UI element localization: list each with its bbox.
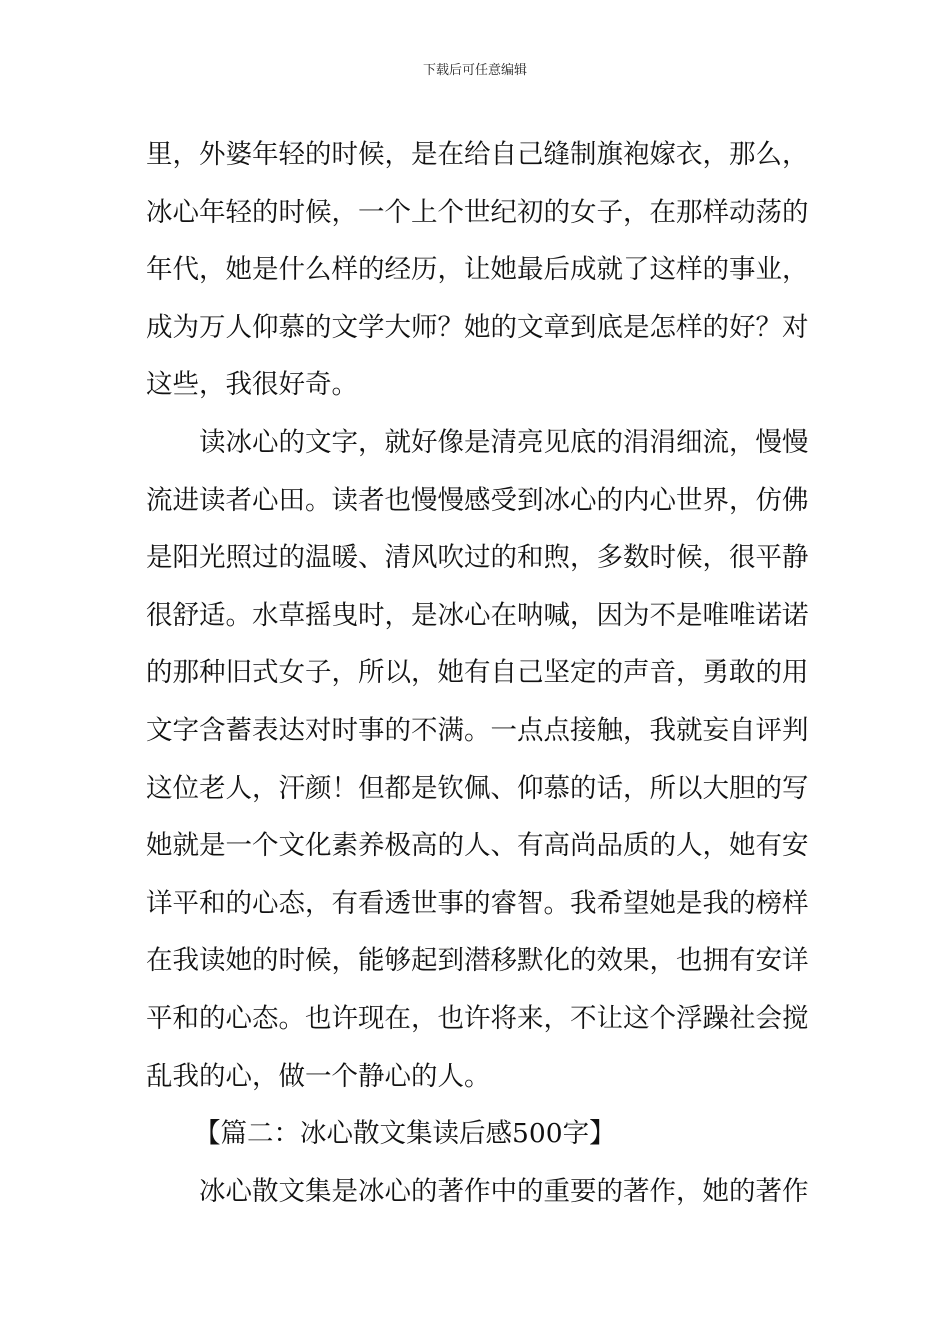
text-line: 冰心年轻的时候，一个上个世纪初的女子，在那样动荡的: [146, 196, 808, 228]
text-line: 里，外婆年轻的时候，是在给自己缝制旗袍嫁衣，那么，: [146, 139, 808, 170]
text-line: 冰心散文集是冰心的著作中的重要的著作，她的著作: [199, 1175, 808, 1207]
text-line: 成为万人仰慕的文学大师？她的文章到底是怎样的好？对: [146, 311, 808, 343]
text-line: 流进读者心田。读者也慢慢感受到冰心的内心世界，仿佛: [146, 484, 808, 516]
text-line: 在我读她的时候，能够起到潜移默化的效果，也拥有安详: [146, 945, 808, 977]
text-line: 很舒适。水草摇曳时，是冰心在呐喊，因为不是唯唯诺诺: [146, 599, 808, 631]
document-body: [146, 126, 808, 1220]
text-line: 的那种旧式女子，所以，她有自己坚定的声音，勇敢的用: [146, 657, 808, 689]
page-header: 下载后可任意编辑: [422, 63, 527, 78]
text-line: 她就是一个文化素养极高的人、有高尚品质的人，她有安: [146, 830, 808, 862]
text-line: 读冰心的文字，就好像是清亮见底的涓涓细流，慢慢: [199, 426, 808, 458]
text-line: 这些，我很好奇。: [146, 369, 358, 401]
text-line: 这位老人，汗颜！但都是钦佩、仰慕的话，所以大胆的写: [146, 772, 808, 804]
text-line: 乱我的心，做一个静心的人。: [146, 1060, 491, 1092]
text-line: 文字含蓄表达对时事的不满。一点点接触，我就妄自评判: [146, 714, 808, 746]
section-heading: 【篇二：冰心散文集读后感500字】: [194, 1118, 616, 1150]
text-line: 平和的心态。也许现在，也许将来，不让这个浮躁社会搅: [146, 1002, 808, 1034]
text-line: 是阳光照过的温暖、清风吹过的和煦，多数时候，很平静: [146, 542, 808, 574]
text-line: 年代，她是什么样的经历，让她最后成就了这样的事业，: [146, 254, 808, 286]
text-line: 详平和的心态，有看透世事的睿智。我希望她是我的榜样: [146, 887, 808, 919]
